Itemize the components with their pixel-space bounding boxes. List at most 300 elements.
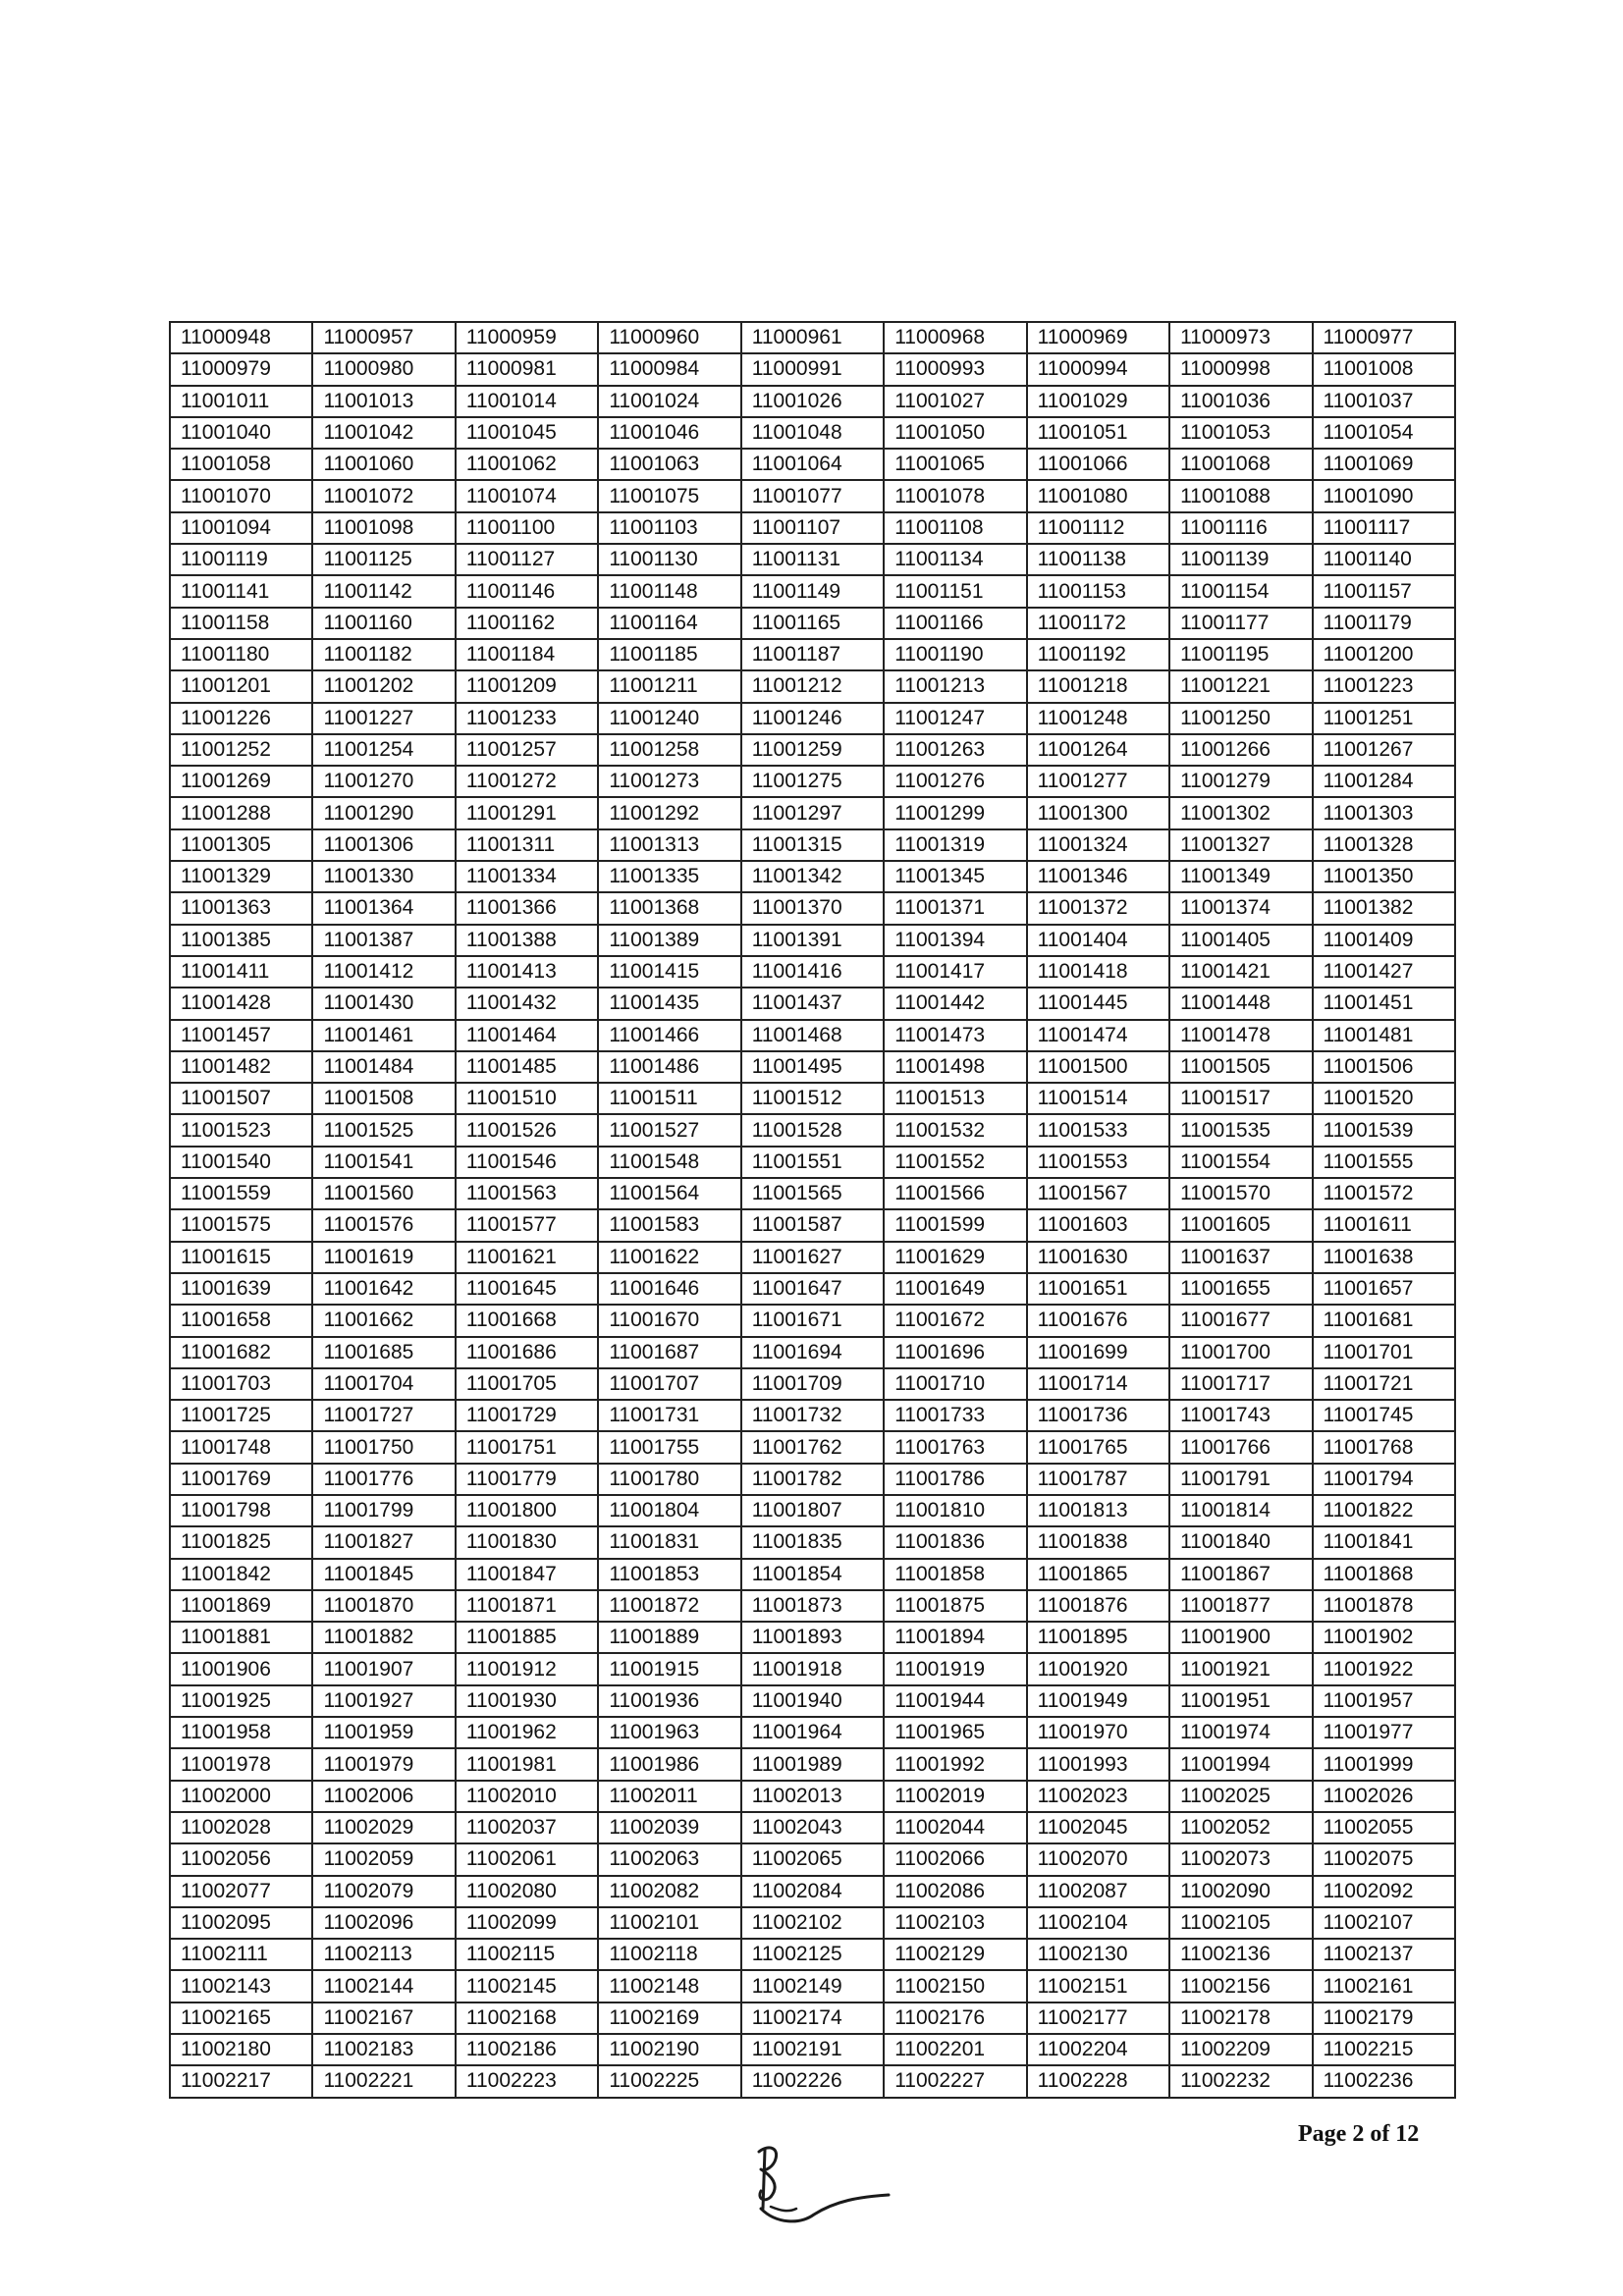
roll-number-cell: 11002149 <box>741 1970 884 2002</box>
roll-number-cell: 11002063 <box>598 1843 740 1875</box>
roll-number-cell: 11001495 <box>741 1051 884 1083</box>
roll-number-cell: 11001263 <box>884 734 1026 766</box>
roll-number-cell: 11001776 <box>312 1464 455 1495</box>
table-row <box>170 1970 1455 2002</box>
roll-number-cell: 11001053 <box>1169 417 1312 449</box>
roll-number-cell: 11001148 <box>598 575 740 607</box>
roll-number-cell: 11001841 <box>1313 1526 1456 1558</box>
roll-number-cell: 11001964 <box>741 1717 884 1748</box>
roll-number-cell: 11001710 <box>884 1368 1026 1400</box>
roll-number-cell: 11001248 <box>1027 703 1169 734</box>
table-row <box>170 1559 1455 1590</box>
table-row <box>170 1622 1455 1653</box>
roll-number-cell: 11001140 <box>1313 544 1456 575</box>
roll-number-cell: 11001822 <box>1313 1495 1456 1526</box>
roll-number-cell: 11001192 <box>1027 639 1169 670</box>
roll-number-cell: 11002084 <box>741 1876 884 1907</box>
roll-number-cell: 11001800 <box>456 1495 598 1526</box>
roll-number-cell: 11001627 <box>741 1242 884 1273</box>
roll-number-cell: 11001411 <box>170 956 312 988</box>
roll-number-cell: 11000981 <box>456 353 598 385</box>
roll-number-cell: 11001068 <box>1169 449 1312 480</box>
roll-number-cell: 11000994 <box>1027 353 1169 385</box>
roll-number-cell: 11001127 <box>456 544 598 575</box>
roll-number-cell: 11002011 <box>598 1781 740 1812</box>
roll-number-cell: 11002148 <box>598 1970 740 2002</box>
roll-number-cell: 11001870 <box>312 1590 455 1622</box>
roll-number-cell: 11001704 <box>312 1368 455 1400</box>
roll-number-cell: 11001699 <box>1027 1337 1169 1368</box>
roll-number-cell: 11001051 <box>1027 417 1169 449</box>
roll-number-cell: 11001965 <box>884 1717 1026 1748</box>
roll-number-cell: 11001290 <box>312 797 455 828</box>
roll-number-cell: 11002215 <box>1313 2034 1456 2065</box>
roll-number-cell: 11001315 <box>741 829 884 861</box>
roll-number-cell: 11002145 <box>456 1970 598 2002</box>
roll-number-cell: 11002204 <box>1027 2034 1169 2065</box>
roll-number-cell: 11001416 <box>741 956 884 988</box>
roll-number-cell: 11002201 <box>884 2034 1026 2065</box>
table-row <box>170 353 1455 385</box>
roll-number-cell: 11001364 <box>312 892 455 924</box>
roll-number-cell: 11001725 <box>170 1400 312 1431</box>
roll-number-cell: 11001506 <box>1313 1051 1456 1083</box>
roll-number-cell: 11001682 <box>170 1337 312 1368</box>
roll-number-cell: 11002178 <box>1169 2002 1312 2034</box>
roll-number-cell: 11001685 <box>312 1337 455 1368</box>
roll-number-cell: 11001748 <box>170 1431 312 1463</box>
roll-number-cell: 11001645 <box>456 1273 598 1305</box>
roll-number-cell: 11002055 <box>1313 1812 1456 1843</box>
roll-number-cell: 11001576 <box>312 1209 455 1241</box>
roll-number-cell: 11001520 <box>1313 1083 1456 1114</box>
roll-number-cell: 11001707 <box>598 1368 740 1400</box>
roll-number-cell: 11001273 <box>598 766 740 797</box>
roll-number-cell: 11001583 <box>598 1209 740 1241</box>
roll-number-cell: 11001334 <box>456 861 598 892</box>
roll-number-cell: 11002099 <box>456 1907 598 1939</box>
roll-number-cell: 11001751 <box>456 1431 598 1463</box>
roll-number-cell: 11001251 <box>1313 703 1456 734</box>
roll-number-cell: 11001131 <box>741 544 884 575</box>
roll-number-cell: 11002070 <box>1027 1843 1169 1875</box>
roll-number-cell: 11002023 <box>1027 1781 1169 1812</box>
roll-number-cell: 11002065 <box>741 1843 884 1875</box>
roll-number-cell: 11001532 <box>884 1114 1026 1146</box>
roll-number-cell: 11001427 <box>1313 956 1456 988</box>
roll-number-cell: 11001029 <box>1027 386 1169 417</box>
roll-number-cell: 11000969 <box>1027 322 1169 353</box>
roll-number-cell: 11002045 <box>1027 1812 1169 1843</box>
roll-number-cell: 11001267 <box>1313 734 1456 766</box>
roll-number-cell: 11001254 <box>312 734 455 766</box>
roll-number-cell: 11001074 <box>456 480 598 511</box>
roll-number-cell: 11001182 <box>312 639 455 670</box>
roll-number-cell: 11001804 <box>598 1495 740 1526</box>
roll-number-cell: 11002136 <box>1169 1939 1312 1970</box>
roll-number-cell: 11001153 <box>1027 575 1169 607</box>
roll-number-cell: 11002059 <box>312 1843 455 1875</box>
roll-number-cell: 11001223 <box>1313 670 1456 702</box>
roll-number-cell: 11001319 <box>884 829 1026 861</box>
roll-number-cell: 11001474 <box>1027 1020 1169 1051</box>
roll-number-cell: 11001070 <box>170 480 312 511</box>
roll-number-cell: 11001763 <box>884 1431 1026 1463</box>
roll-number-cell: 11002006 <box>312 1781 455 1812</box>
roll-number-cell: 11001703 <box>170 1368 312 1400</box>
roll-number-cell: 11002129 <box>884 1939 1026 1970</box>
roll-number-cell: 11001291 <box>456 797 598 828</box>
roll-number-cell: 11001949 <box>1027 1685 1169 1717</box>
roll-number-cell: 11001668 <box>456 1305 598 1336</box>
table-row <box>170 512 1455 544</box>
roll-number-cell: 11001872 <box>598 1590 740 1622</box>
roll-number-cell: 11001184 <box>456 639 598 670</box>
roll-number-cell: 11001565 <box>741 1178 884 1209</box>
roll-number-cell: 11001894 <box>884 1622 1026 1653</box>
roll-number-cell: 11001048 <box>741 417 884 449</box>
roll-number-cell: 11001555 <box>1313 1147 1456 1178</box>
roll-number-cell: 11002010 <box>456 1781 598 1812</box>
roll-number-cell: 11001088 <box>1169 480 1312 511</box>
roll-number-cell: 11001125 <box>312 544 455 575</box>
roll-number-cell: 11001327 <box>1169 829 1312 861</box>
roll-number-cell: 11001936 <box>598 1685 740 1717</box>
roll-number-cell: 11001442 <box>884 988 1026 1019</box>
roll-number-cell: 11001577 <box>456 1209 598 1241</box>
roll-number-cell: 11001166 <box>884 608 1026 639</box>
roll-number-cell: 11002037 <box>456 1812 598 1843</box>
roll-number-cell: 11001050 <box>884 417 1026 449</box>
roll-number-cell: 11001172 <box>1027 608 1169 639</box>
table-row <box>170 1812 1455 1843</box>
roll-number-cell: 11001473 <box>884 1020 1026 1051</box>
roll-number-cell: 11001080 <box>1027 480 1169 511</box>
roll-number-cell: 11001389 <box>598 925 740 956</box>
roll-number-cell: 11002111 <box>170 1939 312 1970</box>
roll-number-cell: 11001211 <box>598 670 740 702</box>
roll-number-cell: 11001791 <box>1169 1464 1312 1495</box>
roll-number-cell: 11002026 <box>1313 1781 1456 1812</box>
roll-number-cell: 11002186 <box>456 2034 598 2065</box>
roll-number-cell: 11001027 <box>884 386 1026 417</box>
roll-number-cell: 11001300 <box>1027 797 1169 828</box>
roll-number-cell: 11001064 <box>741 449 884 480</box>
table-row <box>170 1242 1455 1273</box>
roll-number-cell: 11001328 <box>1313 829 1456 861</box>
roll-number-cell: 11001430 <box>312 988 455 1019</box>
roll-number-cell: 11001920 <box>1027 1653 1169 1684</box>
roll-number-cell: 11001842 <box>170 1559 312 1590</box>
roll-number-cell: 11001094 <box>170 512 312 544</box>
roll-number-cell: 11001510 <box>456 1083 598 1114</box>
roll-number-cell: 11002151 <box>1027 1970 1169 2002</box>
roll-number-cell: 11001831 <box>598 1526 740 1558</box>
roll-number-cell: 11001187 <box>741 639 884 670</box>
roll-number-cell: 11001371 <box>884 892 1026 924</box>
roll-number-cell: 11002236 <box>1313 2065 1456 2097</box>
roll-number-cell: 11001876 <box>1027 1590 1169 1622</box>
roll-number-cell: 11001681 <box>1313 1305 1456 1336</box>
roll-number-cell: 11001435 <box>598 988 740 1019</box>
roll-number-cell: 11000957 <box>312 322 455 353</box>
roll-number-cell: 11001107 <box>741 512 884 544</box>
roll-number-cell: 11001464 <box>456 1020 598 1051</box>
roll-number-cell: 11001694 <box>741 1337 884 1368</box>
roll-number-cell: 11001766 <box>1169 1431 1312 1463</box>
roll-number-cell: 11001671 <box>741 1305 884 1336</box>
roll-number-cell: 11001881 <box>170 1622 312 1653</box>
roll-number-cell: 11001508 <box>312 1083 455 1114</box>
roll-number-cell: 11001180 <box>170 639 312 670</box>
roll-number-cell: 11001551 <box>741 1147 884 1178</box>
roll-number-cell: 11001288 <box>170 797 312 828</box>
roll-number-cell: 11001116 <box>1169 512 1312 544</box>
roll-number-cell: 11001303 <box>1313 797 1456 828</box>
roll-number-cell: 11001366 <box>456 892 598 924</box>
roll-number-cell: 11001993 <box>1027 1748 1169 1780</box>
roll-number-cell: 11002028 <box>170 1812 312 1843</box>
roll-number-cell: 11001999 <box>1313 1748 1456 1780</box>
roll-number-cell: 11001865 <box>1027 1559 1169 1590</box>
roll-number-cell: 11001615 <box>170 1242 312 1273</box>
roll-number-cell: 11001103 <box>598 512 740 544</box>
roll-number-cell: 11001046 <box>598 417 740 449</box>
table-row <box>170 1590 1455 1622</box>
roll-number-cell: 11001639 <box>170 1273 312 1305</box>
table-row <box>170 1876 1455 1907</box>
roll-number-cell: 11001622 <box>598 1242 740 1273</box>
roll-number-cell: 11001445 <box>1027 988 1169 1019</box>
roll-number-cell: 11001146 <box>456 575 598 607</box>
roll-number-cell: 11001264 <box>1027 734 1169 766</box>
roll-number-cell: 11001630 <box>1027 1242 1169 1273</box>
roll-number-cell: 11001466 <box>598 1020 740 1051</box>
roll-number-cell: 11001649 <box>884 1273 1026 1305</box>
roll-number-cell: 11001305 <box>170 829 312 861</box>
roll-number-cell: 11001345 <box>884 861 1026 892</box>
roll-number-cell: 11001794 <box>1313 1464 1456 1495</box>
roll-number-cell: 11001922 <box>1313 1653 1456 1684</box>
roll-number-cell: 11001160 <box>312 608 455 639</box>
roll-number-cell: 11002209 <box>1169 2034 1312 2065</box>
roll-number-cell: 11001672 <box>884 1305 1026 1336</box>
roll-number-cell: 11002086 <box>884 1876 1026 1907</box>
roll-number-cell: 11001060 <box>312 449 455 480</box>
roll-number-cell: 11001276 <box>884 766 1026 797</box>
roll-number-cell: 11001912 <box>456 1653 598 1684</box>
roll-number-cell: 11001798 <box>170 1495 312 1526</box>
roll-number-cell: 11001709 <box>741 1368 884 1400</box>
roll-number-cell: 11001185 <box>598 639 740 670</box>
roll-number-cell: 11001882 <box>312 1622 455 1653</box>
roll-number-cell: 11002082 <box>598 1876 740 1907</box>
roll-number-cell: 11001098 <box>312 512 455 544</box>
roll-number-cell: 11001736 <box>1027 1400 1169 1431</box>
roll-number-cell: 11001227 <box>312 703 455 734</box>
roll-number-cell: 11001218 <box>1027 670 1169 702</box>
table-row <box>170 575 1455 607</box>
roll-number-cell: 11001258 <box>598 734 740 766</box>
roll-number-cell: 11001246 <box>741 703 884 734</box>
table-row <box>170 544 1455 575</box>
roll-number-cell: 11002176 <box>884 2002 1026 2034</box>
roll-number-cell: 11001190 <box>884 639 1026 670</box>
roll-number-table <box>169 321 1456 2099</box>
roll-number-cell: 11001026 <box>741 386 884 417</box>
table-row <box>170 639 1455 670</box>
roll-number-cell: 11002165 <box>170 2002 312 2034</box>
roll-number-cell: 11001670 <box>598 1305 740 1336</box>
table-row <box>170 1653 1455 1684</box>
roll-number-cell: 11001525 <box>312 1114 455 1146</box>
roll-number-cell: 11001270 <box>312 766 455 797</box>
roll-number-cell: 11001063 <box>598 449 740 480</box>
table-row <box>170 1083 1455 1114</box>
table-row <box>170 1305 1455 1336</box>
roll-number-cell: 11001008 <box>1313 353 1456 385</box>
roll-number-cell: 11001869 <box>170 1590 312 1622</box>
roll-number-cell: 11001247 <box>884 703 1026 734</box>
roll-number-cell: 11000979 <box>170 353 312 385</box>
roll-number-cell: 11000960 <box>598 322 740 353</box>
roll-number-cell: 11001335 <box>598 861 740 892</box>
roll-number-cell: 11002180 <box>170 2034 312 2065</box>
roll-number-cell: 11001279 <box>1169 766 1312 797</box>
roll-number-cell: 11001546 <box>456 1147 598 1178</box>
roll-number-cell: 11001151 <box>884 575 1026 607</box>
roll-number-cell: 11002077 <box>170 1876 312 1907</box>
roll-number-cell: 11001677 <box>1169 1305 1312 1336</box>
table-row <box>170 1907 1455 1939</box>
roll-number-cell: 11002226 <box>741 2065 884 2097</box>
roll-number-cell: 11002130 <box>1027 1939 1169 1970</box>
roll-number-cell: 11001374 <box>1169 892 1312 924</box>
roll-number-cell: 11001528 <box>741 1114 884 1146</box>
roll-number-cell: 11001889 <box>598 1622 740 1653</box>
roll-number-cell: 11001657 <box>1313 1273 1456 1305</box>
roll-number-cell: 11001974 <box>1169 1717 1312 1748</box>
roll-number-cell: 11002115 <box>456 1939 598 1970</box>
roll-number-cell: 11001629 <box>884 1242 1026 1273</box>
roll-number-cell: 11001992 <box>884 1748 1026 1780</box>
roll-number-cell: 11001482 <box>170 1051 312 1083</box>
roll-number-cell: 11001563 <box>456 1178 598 1209</box>
roll-number-cell: 11001769 <box>170 1464 312 1495</box>
table-row <box>170 1748 1455 1780</box>
table-row <box>170 670 1455 702</box>
roll-number-cell: 11001149 <box>741 575 884 607</box>
roll-number-cell: 11001854 <box>741 1559 884 1590</box>
table-row <box>170 1781 1455 1812</box>
roll-number-cell: 11002174 <box>741 2002 884 2034</box>
roll-number-cell: 11001201 <box>170 670 312 702</box>
roll-number-cell: 11001782 <box>741 1464 884 1495</box>
roll-number-cell: 11001642 <box>312 1273 455 1305</box>
roll-number-cell: 11001696 <box>884 1337 1026 1368</box>
roll-number-cell: 11002227 <box>884 2065 1026 2097</box>
roll-number-cell: 11001540 <box>170 1147 312 1178</box>
roll-number-cell: 11001637 <box>1169 1242 1312 1273</box>
roll-number-cell: 11001527 <box>598 1114 740 1146</box>
roll-number-cell: 11001478 <box>1169 1020 1312 1051</box>
table-row <box>170 1273 1455 1305</box>
roll-number-cell: 11002167 <box>312 2002 455 2034</box>
roll-number-cell: 11001277 <box>1027 766 1169 797</box>
roll-number-cell: 11002029 <box>312 1812 455 1843</box>
table-row <box>170 1209 1455 1241</box>
table-row <box>170 1717 1455 1748</box>
roll-number-cell: 11002102 <box>741 1907 884 1939</box>
roll-number-cell: 11001432 <box>456 988 598 1019</box>
roll-number-cell: 11001559 <box>170 1178 312 1209</box>
roll-number-cell: 11001548 <box>598 1147 740 1178</box>
roll-number-cell: 11001062 <box>456 449 598 480</box>
roll-number-cell: 11001915 <box>598 1653 740 1684</box>
roll-number-cell: 11001409 <box>1313 925 1456 956</box>
roll-number-cell: 11001535 <box>1169 1114 1312 1146</box>
table-row <box>170 449 1455 480</box>
roll-number-cell: 11001873 <box>741 1590 884 1622</box>
roll-number-cell: 11002169 <box>598 2002 740 2034</box>
roll-number-cell: 11001142 <box>312 575 455 607</box>
roll-number-cell: 11001526 <box>456 1114 598 1146</box>
table-row <box>170 861 1455 892</box>
roll-number-cell: 11001575 <box>170 1209 312 1241</box>
roll-number-cell: 11000991 <box>741 353 884 385</box>
roll-number-cell: 11001605 <box>1169 1209 1312 1241</box>
roll-number-cell: 11001272 <box>456 766 598 797</box>
roll-number-cell: 11002221 <box>312 2065 455 2097</box>
roll-number-cell: 11001979 <box>312 1748 455 1780</box>
roll-number-cell: 11001885 <box>456 1622 598 1653</box>
roll-number-cell: 11001810 <box>884 1495 1026 1526</box>
roll-number-cell: 11001799 <box>312 1495 455 1526</box>
roll-number-cell: 11000959 <box>456 322 598 353</box>
roll-number-cell: 11001065 <box>884 449 1026 480</box>
roll-number-cell: 11001733 <box>884 1400 1026 1431</box>
roll-number-cell: 11002190 <box>598 2034 740 2065</box>
roll-number-cell: 11001840 <box>1169 1526 1312 1558</box>
roll-number-cell: 11001141 <box>170 575 312 607</box>
roll-number-cell: 11000973 <box>1169 322 1312 353</box>
roll-number-cell: 11001485 <box>456 1051 598 1083</box>
roll-number-cell: 11001651 <box>1027 1273 1169 1305</box>
roll-number-cell: 11001827 <box>312 1526 455 1558</box>
roll-number-cell: 11002090 <box>1169 1876 1312 1907</box>
roll-number-cell: 11001570 <box>1169 1178 1312 1209</box>
roll-number-cell: 11001925 <box>170 1685 312 1717</box>
roll-number-cell: 11001468 <box>741 1020 884 1051</box>
roll-number-cell: 11001405 <box>1169 925 1312 956</box>
roll-number-cell: 11001717 <box>1169 1368 1312 1400</box>
roll-number-cell: 11001787 <box>1027 1464 1169 1495</box>
roll-number-cell: 11001981 <box>456 1748 598 1780</box>
roll-number-cell: 11001072 <box>312 480 455 511</box>
roll-number-cell: 11001729 <box>456 1400 598 1431</box>
table-row <box>170 766 1455 797</box>
roll-number-cell: 11001963 <box>598 1717 740 1748</box>
roll-number-cell: 11001484 <box>312 1051 455 1083</box>
roll-number-cell: 11001040 <box>170 417 312 449</box>
roll-number-cell: 11002044 <box>884 1812 1026 1843</box>
roll-number-cell: 11001387 <box>312 925 455 956</box>
table-row <box>170 1147 1455 1178</box>
roll-number-cell: 11001252 <box>170 734 312 766</box>
roll-number-cell: 11001868 <box>1313 1559 1456 1590</box>
roll-number-cell: 11001486 <box>598 1051 740 1083</box>
roll-number-cell: 11002079 <box>312 1876 455 1907</box>
